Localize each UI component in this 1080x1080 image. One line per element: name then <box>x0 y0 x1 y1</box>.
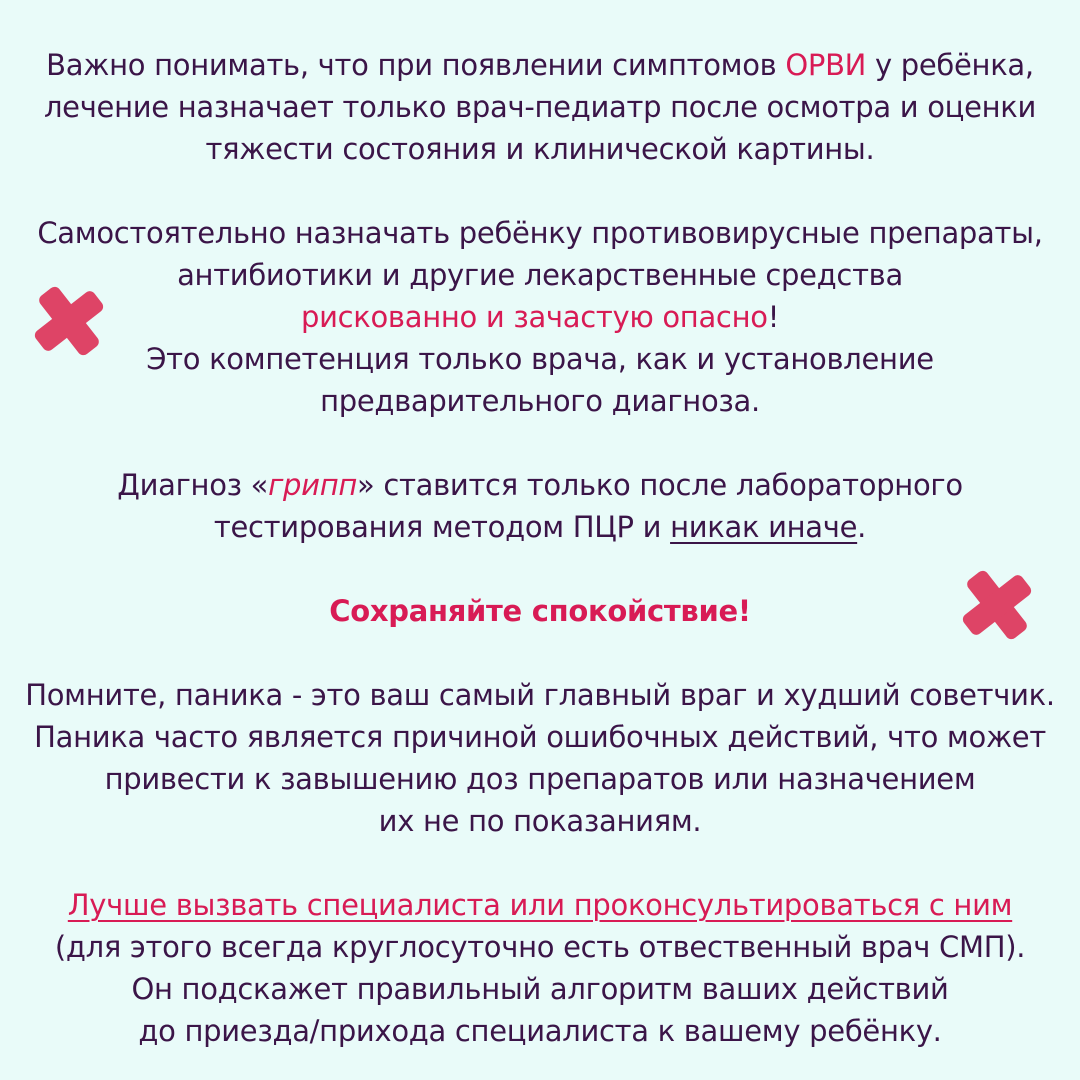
text-line <box>0 44 1080 86</box>
text-span: тестирования методом ПЦР и <box>213 510 671 544</box>
paragraph-call-specialist <box>0 884 1080 1052</box>
text-span: у ребёнка, <box>866 48 1034 82</box>
text-line: до приезда/прихода специалиста к вашему ребёнку. <box>138 1014 942 1048</box>
paragraph-self-medication <box>0 212 1080 422</box>
highlight-orvi: ОРВИ <box>785 48 867 82</box>
highlight-flu: грипп <box>268 468 358 502</box>
paragraph-flu-diagnosis <box>0 464 1080 548</box>
text-line <box>0 464 1080 506</box>
text-line: Помните, паника - это ваш самый главный враг и худший советчик. <box>25 678 1055 712</box>
text-span: » ставится только после лабораторного <box>357 468 963 502</box>
text-line: лечение назначает только врач-педиатр после осмотра и оценки <box>43 90 1037 124</box>
text-span: Важно понимать, что при появлении симптомов <box>46 48 786 82</box>
text-span: Диагноз « <box>117 468 269 502</box>
highlight-call-specialist: Лучше вызвать специалиста или проконсультироваться с ним <box>67 888 1013 922</box>
text-line: Это компетенция только врача, как и установление <box>146 342 934 376</box>
paragraph-panic <box>0 674 1080 842</box>
text-line: предварительного диагноза. <box>320 384 760 418</box>
calm-heading: Сохраняйте спокойствие! <box>329 594 751 628</box>
article-text <box>0 44 1080 1052</box>
text-line <box>0 296 1080 338</box>
text-line: Самостоятельно назначать ребёнку противовирусные препараты, <box>37 216 1043 250</box>
text-line <box>0 506 1080 548</box>
paragraph-orvi <box>0 44 1080 170</box>
text-line: тяжести состояния и клинической картины. <box>205 132 875 166</box>
text-line: (для этого всегда круглосуточно есть отвественный врач СМП). <box>54 930 1026 964</box>
text-line: Паника часто является причиной ошибочных действий, что может <box>34 720 1046 754</box>
text-line: антибиотики и другие лекарственные средства <box>177 258 903 292</box>
text-line <box>0 884 1080 926</box>
text-span: ! <box>767 300 780 334</box>
text-line: привести к завышению доз препаратов или назначением <box>104 762 976 796</box>
highlight-danger: рискованно и зачастую опасно <box>300 300 768 334</box>
text-line: Он подскажет правильный алгоритм ваших действий <box>131 972 949 1006</box>
underlined-text: никак иначе <box>670 510 858 544</box>
text-line: их не по показаниям. <box>378 804 702 838</box>
text-span: . <box>857 510 867 544</box>
